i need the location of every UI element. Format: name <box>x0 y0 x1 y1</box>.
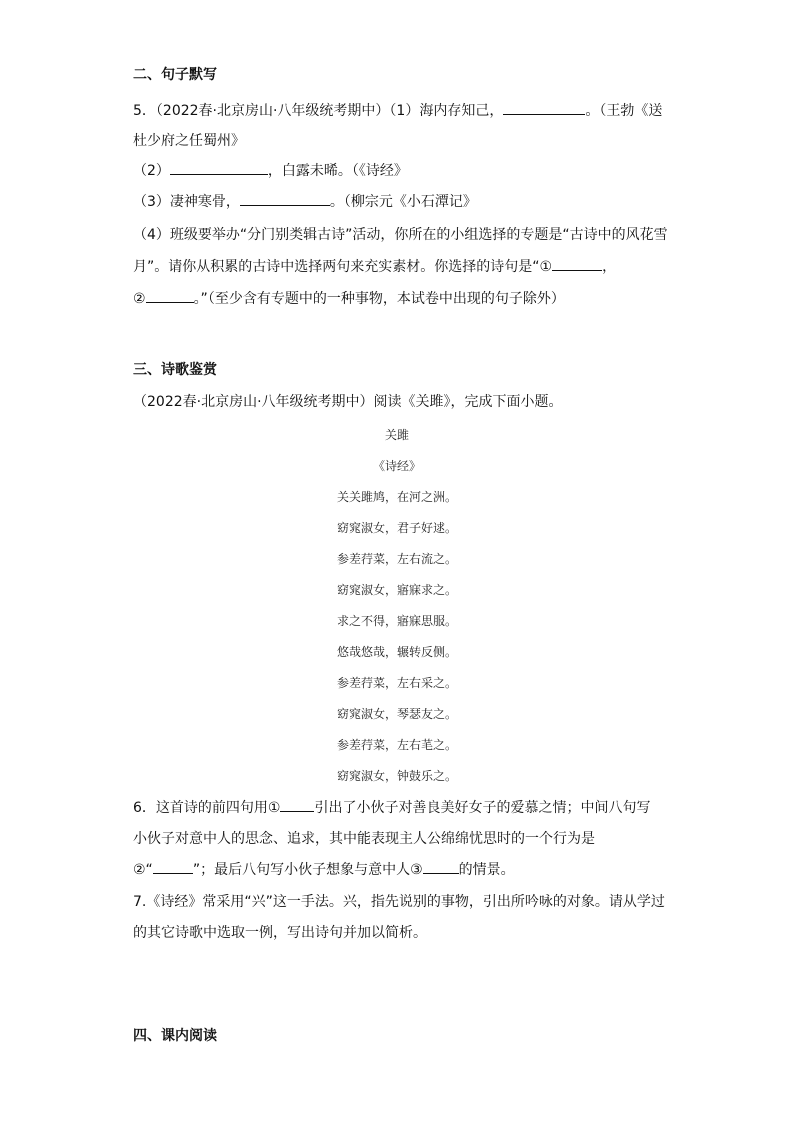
poem-line: 窈窕淑女，钟鼓乐之。 <box>336 769 457 783</box>
poem-line: 参差荇菜，左右芼之。 <box>336 738 457 752</box>
q7-line-1: 7.《诗经》常采用“兴”这一手法。兴，指先说别的事物，引出所吟咏的对象。请从学过 <box>133 894 665 910</box>
section-heading-sentence-dictation: 二、句子默写 <box>133 67 217 83</box>
poem-source: 《诗经》 <box>372 459 421 473</box>
poem-line: 参差荇菜，左右采之。 <box>336 676 457 690</box>
q6-text-3: 的情景。 <box>458 862 515 878</box>
q5-prompt-2: （2） <box>133 163 170 179</box>
q5-prompt-4: 月”。请你从积累的古诗中选择两句来充实素材。你选择的诗句是“① <box>133 259 553 275</box>
q5-line-4 <box>133 191 477 211</box>
q6-prompt-1: 6．这首诗的前四句用① <box>133 800 281 816</box>
section-heading-text-reading: 四、课内阅读 <box>133 1028 217 1044</box>
q6-text-1: 引出了小伙子对善良美好女子的爱慕之情；中间八句写 <box>314 800 651 816</box>
q5-answer-blank-2[interactable] <box>170 160 268 175</box>
poem-line: 窈窕淑女，君子好逑。 <box>336 521 457 535</box>
section-heading-poetry-appreciation: 三、诗歌鉴赏 <box>133 362 217 378</box>
q5-line-3 <box>133 160 408 180</box>
q5-line-2: 杜少府之任蜀州》 <box>133 133 245 149</box>
q5-prompt-1: 5．（2022春·北京房山·八年级统考期中）（1）海内存知己， <box>133 103 504 119</box>
q6-prompt-2: ②“ <box>133 862 153 878</box>
poem-line: 悠哉悠哉，辗转反侧。 <box>336 645 457 659</box>
q5-note: 。”（至少含有专题中的一种事物，本试卷中出现的句子除外） <box>193 291 565 307</box>
q5-line-5: （4）班级要举办“分门别类辑古诗”活动，你所在的小组选择的专题是“古诗中的风花雪 <box>133 227 668 243</box>
q6-answer-blank-1[interactable] <box>280 797 314 812</box>
q5-prompt-5: ② <box>133 291 146 307</box>
q5-answer-blank-4[interactable] <box>552 256 602 271</box>
poem-line: 求之不得，寤寐思服。 <box>336 614 457 628</box>
q6-answer-blank-3[interactable] <box>423 859 459 874</box>
poem-title: 关雎 <box>384 428 409 442</box>
q5-line-6 <box>133 256 616 276</box>
q5-source-2: ，白露未晞。（《诗经》 <box>267 163 408 179</box>
q6-text-2: ”；最后八句写小伙子想象与意中人③ <box>192 862 423 878</box>
q6-line-2: 小伙子对意中人的思念、追求，其中能表现主人公绵绵忧思时的一个行为是 <box>133 831 595 847</box>
q5-source-3: 。（柳宗元《小石潭记》 <box>329 194 477 210</box>
poem-line: 关关雎鸠，在河之洲。 <box>336 490 457 504</box>
poem-line: 参差荇菜，左右流之。 <box>336 552 457 566</box>
q5-prompt-3: （3）凄神寒骨， <box>133 194 240 210</box>
poem-line: 窈窕淑女，琴瑟友之。 <box>336 707 457 721</box>
poem-line: 窈窕淑女，寤寐求之。 <box>336 583 457 597</box>
q5-line-1 <box>133 100 662 120</box>
q6-line-1 <box>133 797 650 817</box>
q5-comma: ， <box>602 259 617 275</box>
q6-answer-blank-2[interactable] <box>153 859 193 874</box>
q7-line-2: 的其它诗歌中选取一例，写出诗句并加以简析。 <box>133 925 427 941</box>
q5-answer-blank-5[interactable] <box>146 288 194 303</box>
q5-source-1: 。（王勃《送 <box>585 103 663 119</box>
poem-intro: （2022春·北京房山·八年级统考期中）阅读《关雎》，完成下面小题。 <box>133 394 563 410</box>
q5-answer-blank-1[interactable] <box>503 100 585 115</box>
q6-line-3 <box>133 859 515 879</box>
q5-line-7 <box>133 288 565 308</box>
q5-answer-blank-3[interactable] <box>240 191 330 206</box>
